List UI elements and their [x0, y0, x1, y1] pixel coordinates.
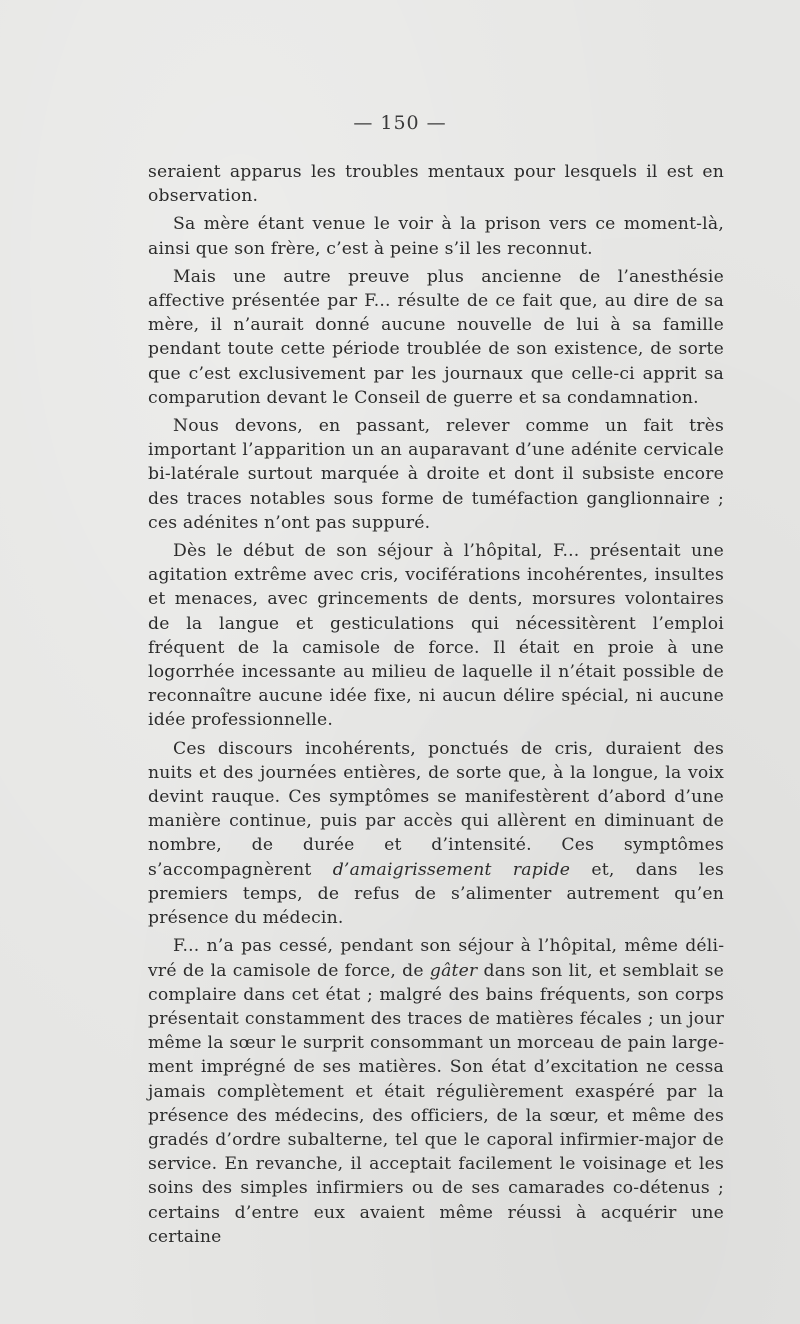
- paragraph-adenitis: Nous devons, en passant, relever comme un fait très important l’apparition un an auparavant d’une adénite cervicale bi-latérale surtout marquée à droite et dont il subsiste encore des traces notables sous forme de tuméfaction ganglionnaire ; ces adénites n’ont pas suppuré.: [148, 416, 724, 533]
- paragraph-agitation: Dès le début de son séjour à l’hôpital, F... présentait une agitation extrême avec cris, vociférations incohérentes, insultes et menaces, avec grincements de dents, morsures volontaires de la langue et gesticulations qui nécessitèrent l’emploi fréquent de la camisole de force. Il était en proie à une logorrhée incessante au milieu de laquelle il n’était possible de reconnaître aucune idée fixe, ni aucun délire spécial, ni aucune idée professionnelle.: [148, 541, 724, 731]
- paragraph-continuation: seraient apparus les troubles mentaux pour lesquels il est en observation.: [148, 162, 724, 207]
- paragraph-text-end: dans son lit, et semblait se complaire dans cet état ; malgré des bains fréquents, son corps présentait constamment des traces de matières fécales ; un jour même la sœur le surprit consommant un morceau de pain largement imprégné de ses matières. Son état d’excitation ne cessa jamais complètement et était régulièrement exaspéré par la présence des médecins, des officiers, de la sœur, et même des gradés d’ordre subalterne, tel que le caporal infirmier-major de service. En revanche, il acceptait facilement le voisinage et les soins des simples infirmiers ou de ses camarades co-détenus ; certains d’entre eux avaient même réussi à acquérir une certaine: [148, 960, 724, 1247]
- paragraph-text-end: et, dans les premiers temps, de refus de s’alimenter autrement qu’en présence du médecin.: [148, 859, 724, 929]
- paragraph-mother-visit: Sa mère étant venue le voir à la prison vers ce moment-là, ainsi que son frère, c’est à peine s’il les reconnut.: [148, 214, 724, 259]
- emphasis-gater: gâter: [429, 960, 478, 981]
- page-number: — 150 —: [353, 112, 447, 134]
- paragraph-incoherent-speech: [148, 737, 724, 931]
- emphasis-weight-loss: d’amaigrissement rapide: [332, 859, 571, 880]
- paragraph-affective-anesthesia: Mais une autre preuve plus ancienne de l’anesthésie affective présentée par F... résulte de ce fait que, au dire de sa mère, il n’aurait donné aucune nouvelle de lui à sa famille pendant toute cette période troublée de son existence, de sorte que c’est exclusivement par les journaux que celle-ci apprit sa comparution devant le Conseil de guerre et sa condamnation.: [148, 266, 724, 408]
- body-text: [148, 160, 724, 1253]
- paragraph-text-start: F... n’a pas cessé, pendant son séjour à l’hôpital, même délivré de la camisole de force, de: [148, 936, 724, 981]
- paragraph-text-start: Ces discours incohérents, ponctués de cris, duraient des nuits et des journées entières, de sorte que, à la longue, la voix devint rauque. Ces symptômes se manifestèrent d’abord d’une manière continue, puis par accès qui allèrent en diminuant de nombre, de durée et d’intensité. Ces symptômes s’accompagnèrent: [148, 738, 724, 880]
- paragraph-hospital-behaviour: [148, 934, 724, 1249]
